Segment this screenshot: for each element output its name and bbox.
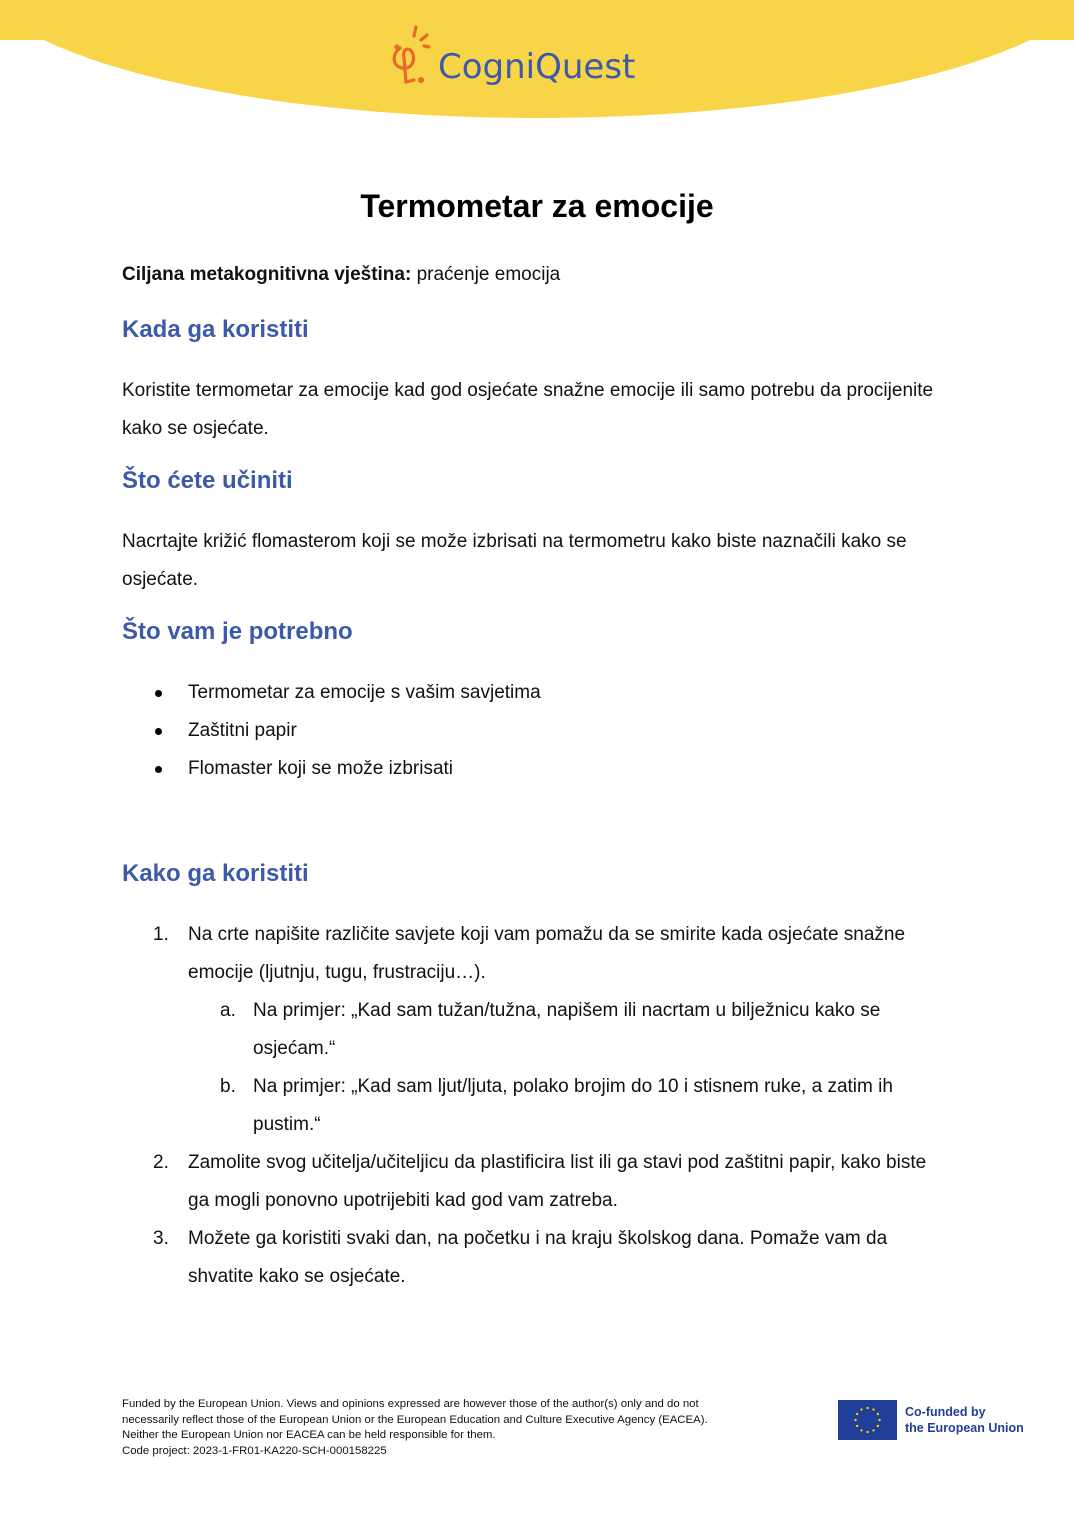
eu-cofunded-logo: [838, 1400, 1024, 1440]
eu-label-line: the European Union: [905, 1421, 1024, 1435]
step-item: [122, 1220, 952, 1296]
disclaimer-line: necessarily reflect those of the European Union or the European Education and Culture Executive Agency (EACEA).: [122, 1413, 708, 1426]
section-text-what: Nacrtajte križić flomasterom koji se može izbrisati na termometru kako biste naznačili kako se osjećate.: [122, 531, 907, 590]
substep-text: Na primjer: „Kad sam tužan/tužna, napišem ili nacrtam u bilježnicu kako se osjećam.“: [253, 1000, 881, 1059]
list-item: Flomaster koji se može izbrisati: [122, 750, 541, 788]
list-item: Termometar za emocije s vašim savjetima: [122, 674, 541, 712]
substep-text: Na primjer: „Kad sam ljut/ljuta, polako brojim do 10 i stisnem ruke, a zatim ih pustim.“: [253, 1076, 893, 1135]
step-text: Možete ga koristiti svaki dan, na početku i na kraju školskog dana. Pomaže vam da shvatite kako se osjećate.: [188, 1228, 888, 1287]
substep-item: [188, 1068, 952, 1144]
section-heading-when: Kada ga koristiti: [122, 316, 309, 343]
disclaimer-line: Funded by the European Union. Views and opinions expressed are however those of the author(s) only and do not: [122, 1398, 699, 1410]
project-code: Code project: 2023-1-FR01-KA220-SCH-000158225: [122, 1444, 387, 1457]
section-heading-how: Kako ga koristiti: [122, 860, 309, 887]
step-text: Zamolite svog učitelja/učiteljicu da plastificira list ili ga stavi pod zaštitni papir, kako biste ga mogli ponovno upotrijebiti kad god vam zatreba.: [188, 1152, 927, 1211]
step-text: Na crte napišite različite savjete koji vam pomažu da se smirite kada osjećate snažne emocije (ljutnju, tugu, frustraciju…).: [188, 924, 906, 983]
eu-label-line: Co-funded by: [905, 1405, 986, 1419]
target-skill: [122, 264, 560, 286]
eu-flag-icon: [838, 1400, 897, 1440]
funding-disclaimer: [122, 1397, 832, 1459]
substeps-list: [188, 992, 952, 1144]
target-skill-value: praćenje emocija: [416, 264, 561, 285]
list-item: Zaštitni papir: [122, 712, 541, 750]
brand-name: CogniQuest: [438, 47, 636, 87]
step-number: 2.: [153, 1152, 169, 1173]
brand-logo: [386, 22, 635, 90]
page-title: Termometar za emocije: [360, 188, 714, 224]
substep-letter: a.: [220, 1000, 236, 1021]
section-heading-needs: Što vam je potrebno: [122, 618, 353, 645]
lightbulb-person-icon: [386, 22, 436, 90]
step-number: 3.: [153, 1228, 169, 1249]
step-number: 1.: [153, 924, 169, 945]
step-item: [122, 916, 952, 1144]
disclaimer-line: Neither the European Union nor EACEA can be held responsible for them.: [122, 1429, 496, 1442]
eu-cofunded-label: [905, 1404, 1024, 1436]
steps-list: [122, 916, 952, 1296]
section-heading-what: Što ćete učiniti: [122, 467, 293, 494]
substep-letter: b.: [220, 1076, 236, 1097]
substep-item: [188, 992, 952, 1068]
section-text-when: Koristite termometar za emocije kad god osjećate snažne emocije ili samo potrebu da procijenite kako se osjećate.: [122, 380, 934, 439]
target-skill-label: Ciljana metakognitivna vještina:: [122, 264, 412, 285]
needs-list: [122, 674, 541, 788]
step-item: [122, 1144, 952, 1220]
